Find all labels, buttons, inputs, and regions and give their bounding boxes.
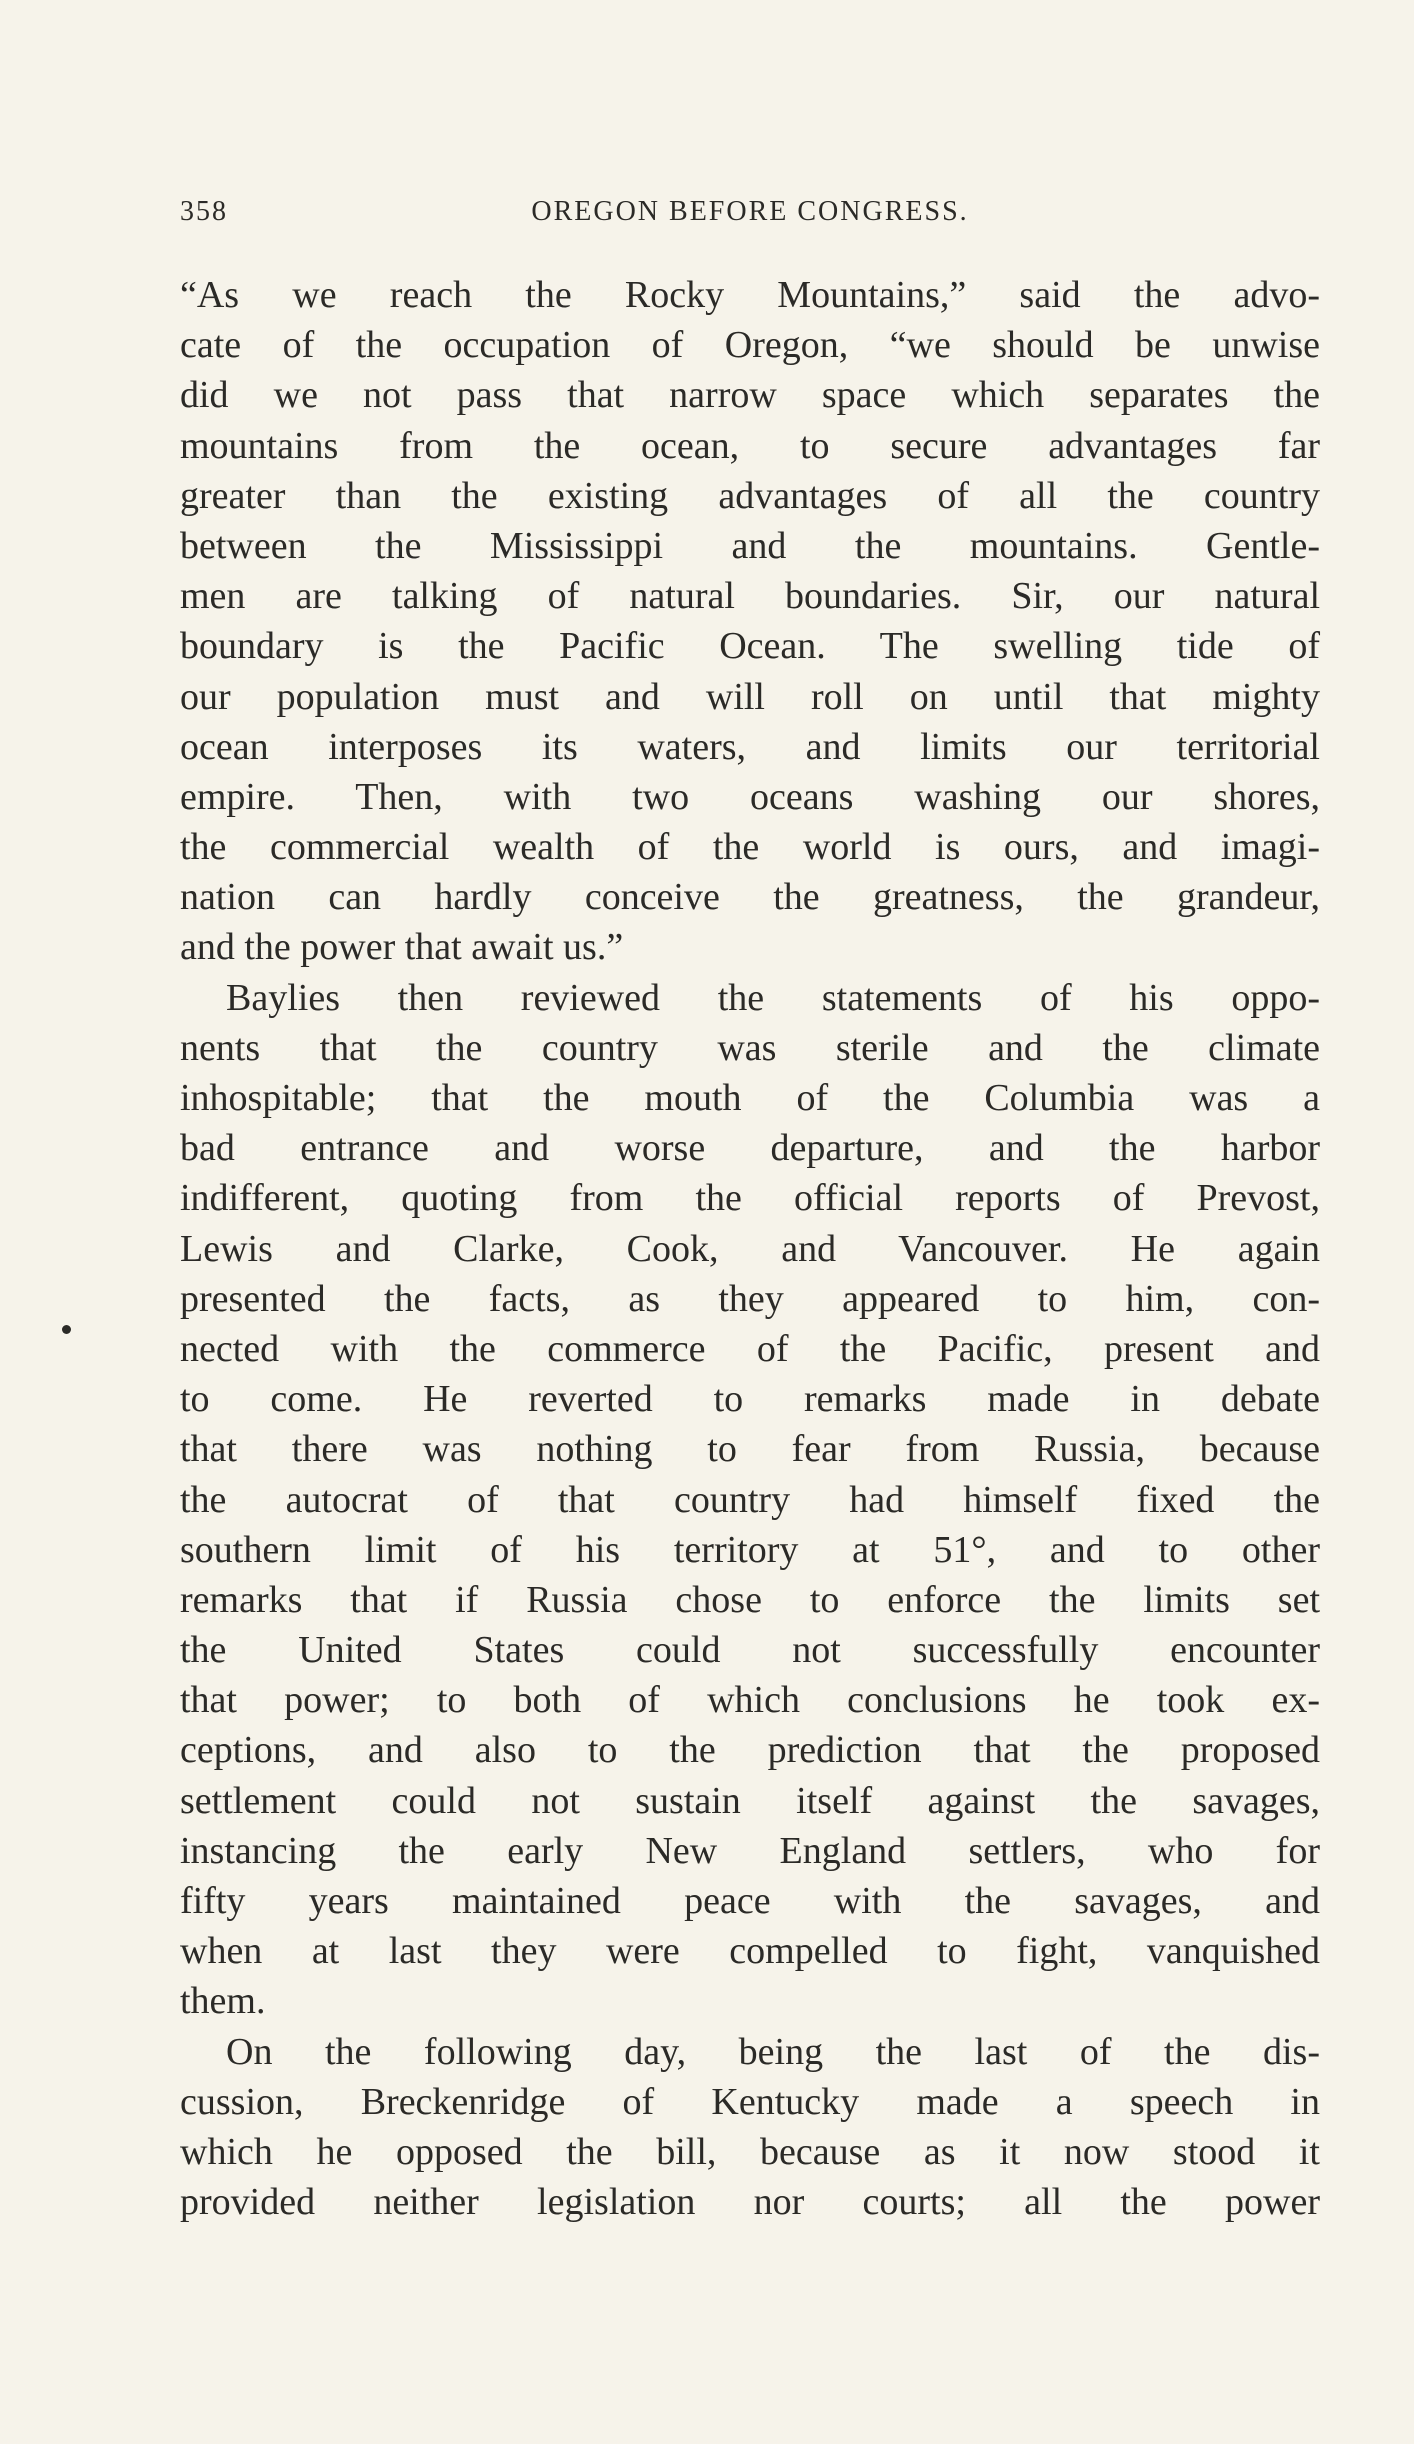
text-line: fifty years maintained peace with the savages, and xyxy=(180,1880,1320,1922)
text-line: the United States could not successfully encounter xyxy=(180,1629,1320,1672)
paragraph xyxy=(180,2027,1320,2228)
running-title: OREGON BEFORE CONGRESS. xyxy=(531,196,969,227)
paragraph xyxy=(180,270,1320,973)
text-line: instancing the early New England settlers, who for xyxy=(180,1829,1320,1872)
text-line: bad entrance and worse departure, and the harbor xyxy=(180,1127,1320,1170)
text-line: that power; to both of which conclusions he took ex- xyxy=(180,1679,1320,1722)
text-line: and the power that await us.” xyxy=(180,926,624,969)
text-line: presented the facts, as they appeared to him, con- xyxy=(180,1277,1320,1320)
text-line: remarks that if Russia chose to enforce the limits set xyxy=(180,1578,1320,1621)
text-line: them. xyxy=(180,1980,266,2023)
text-line: between the Mississippi and the mountains. Gentle- xyxy=(180,524,1320,567)
text-line: our population must and will roll on until that mighty xyxy=(180,675,1320,718)
text-line: the autocrat of that country had himself fixed the xyxy=(180,1478,1320,1521)
text-line: On the following day, being the last of the dis- xyxy=(226,2030,1320,2073)
text-line: boundary is the Pacific Ocean. The swelling tide of xyxy=(180,625,1320,668)
text-line: ocean interposes its waters, and limits our territorial xyxy=(180,725,1320,768)
text-line: provided neither legislation nor courts; all the power xyxy=(180,2181,1320,2224)
text-line: empire. Then, with two oceans washing our shores, xyxy=(180,775,1320,818)
text-line: southern limit of his territory at 51°, and to other xyxy=(180,1528,1320,1571)
text-line: that there was nothing to fear from Russia, because xyxy=(180,1428,1320,1471)
body-text xyxy=(180,270,1320,2227)
text-line: “As we reach the Rocky Mountains,” said the advo- xyxy=(180,274,1320,316)
text-line: men are talking of natural boundaries. Sir, our natural xyxy=(180,575,1320,618)
text-line: did we not pass that narrow space which separates the xyxy=(180,374,1320,417)
text-line: Lewis and Clarke, Cook, and Vancouver. He again xyxy=(180,1227,1320,1270)
text-line: nation can hardly conceive the greatness, the grandeur, xyxy=(180,876,1320,919)
text-line: nected with the commerce of the Pacific, present and xyxy=(180,1327,1320,1370)
text-line: to come. He reverted to remarks made in debate xyxy=(180,1378,1320,1421)
text-line: mountains from the ocean, to secure advantages far xyxy=(180,424,1320,467)
running-head xyxy=(180,196,1320,236)
text-line: cate of the occupation of Oregon, “we should be unwise xyxy=(180,324,1320,367)
text-line: inhospitable; that the mouth of the Columbia was a xyxy=(180,1077,1320,1119)
page-number: 358 xyxy=(180,196,228,227)
paragraph xyxy=(180,973,1320,2027)
text-line: which he opposed the bill, because as it now stood it xyxy=(180,2130,1320,2173)
text-line: ceptions, and also to the prediction that the proposed xyxy=(180,1729,1320,1772)
text-line: when at last they were compelled to fight, vanquished xyxy=(180,1930,1320,1973)
text-line: settlement could not sustain itself against the savages, xyxy=(180,1779,1320,1822)
margin-dot-mark xyxy=(62,1325,71,1334)
text-line: Baylies then reviewed the statements of his oppo- xyxy=(226,976,1320,1019)
text-line: cussion, Breckenridge of Kentucky made a speech in xyxy=(180,2080,1320,2123)
text-line: indifferent, quoting from the official reports of Prevost, xyxy=(180,1177,1320,1220)
text-line: the commercial wealth of the world is ours, and imagi- xyxy=(180,826,1320,869)
text-line: nents that the country was sterile and the climate xyxy=(180,1026,1320,1069)
text-line: greater than the existing advantages of all the country xyxy=(180,474,1320,517)
